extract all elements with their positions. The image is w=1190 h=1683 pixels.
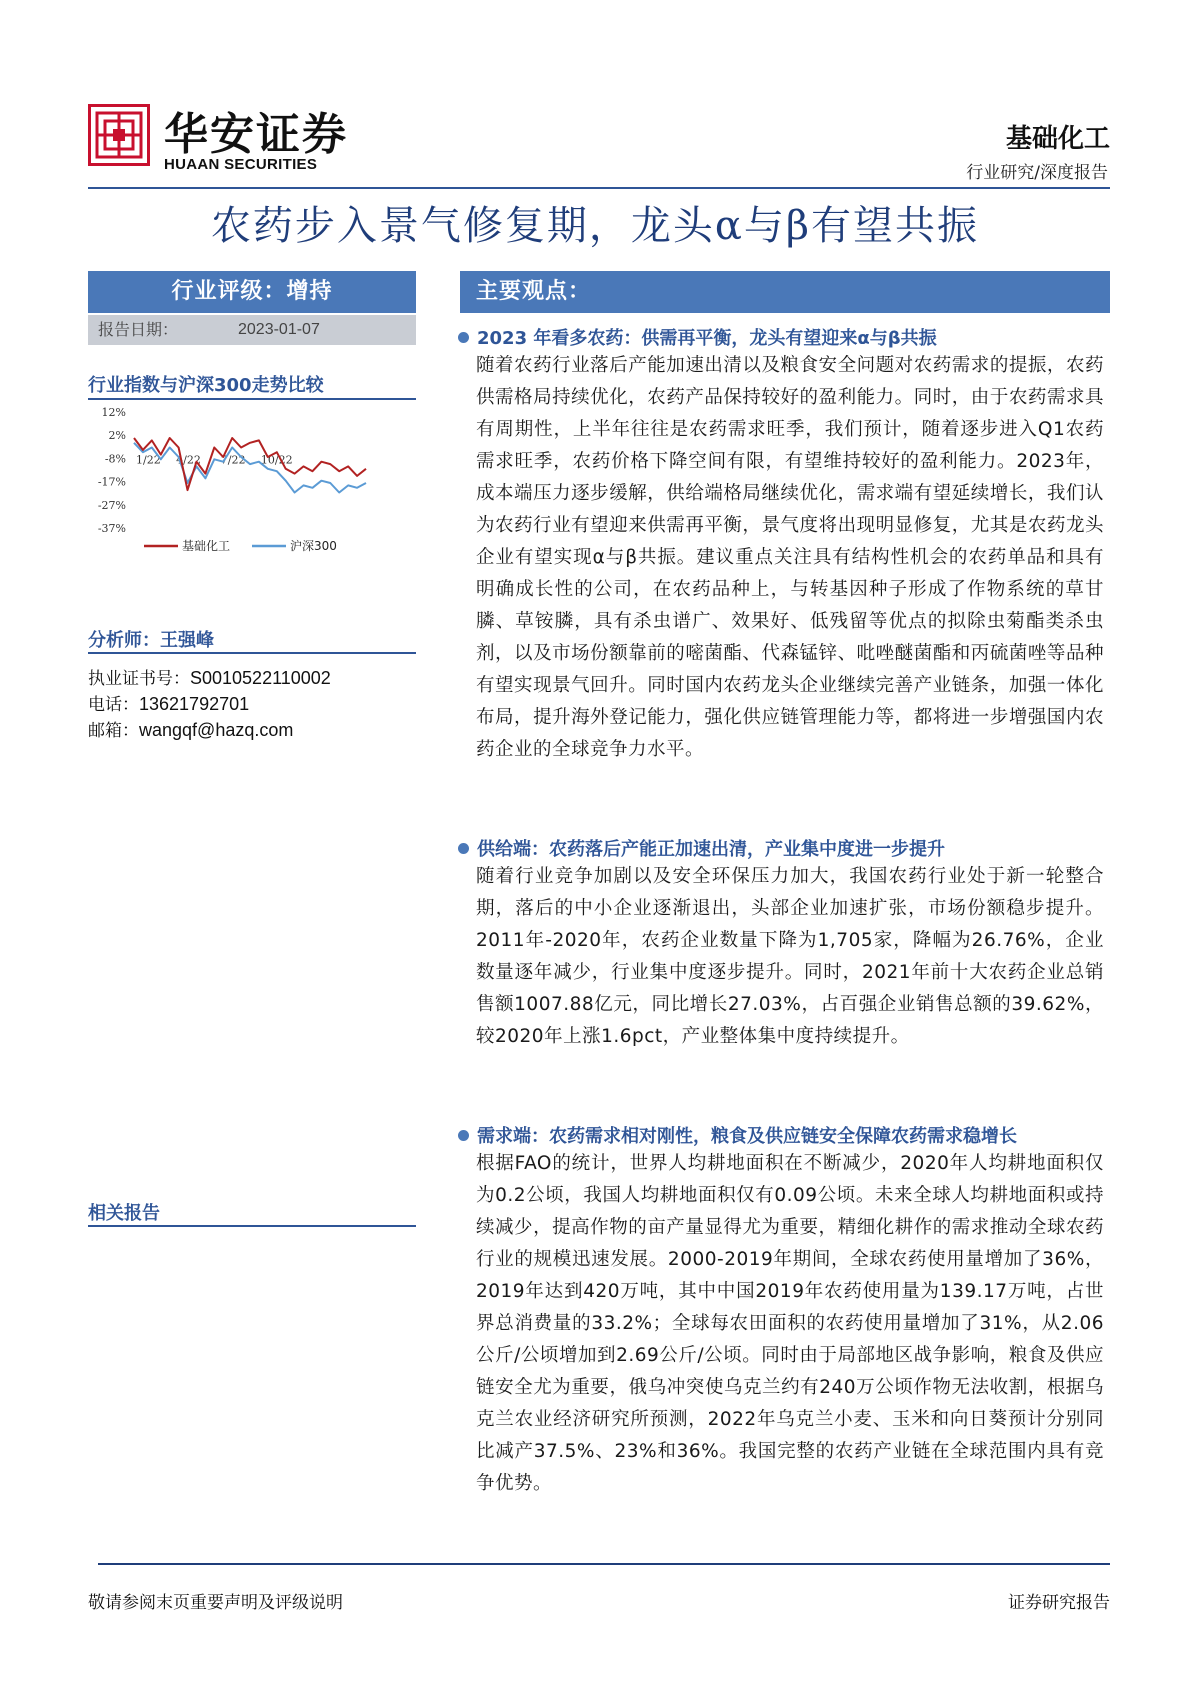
y-tick-label: -27% (97, 498, 126, 512)
y-tick-label: -37% (97, 522, 126, 535)
related-reports-title: 相关报告 (88, 1203, 160, 1224)
footer-disclaimer: 敬请参阅末页重要声明及评级说明 (88, 1593, 343, 1613)
x-tick-label: 4/22 (176, 453, 201, 467)
analyst-phone-value: 13621792701 (139, 694, 250, 714)
analyst-phone (88, 690, 249, 715)
analyst-email-value[interactable]: wangqf@hazq.com (139, 720, 294, 740)
x-tick-label: 1/22 (136, 453, 161, 467)
section-heading (458, 835, 945, 861)
header-divider (88, 187, 1110, 189)
logo-icon (88, 104, 150, 166)
section-body: 随着行业竞争加剧以及安全环保压力加大，我国农药行业处于新一轮整合期，落后的中小企业逐渐退出，头部企业加速扩张，市场份额稳步提升。2011年-2020年，农药企业数量下降为1,705家，降幅为26.76%，企业数量逐年减少，行业集中度逐步提升。同时，2021年前十大农药企业总销售额1007.88亿元，同比增长27.03%，占百强企业销售总额的39.62%，较2020年上涨1.6pct，产业整体集中度持续提升。 (476, 866, 1104, 1047)
x-tick-label: 10/22 (260, 453, 293, 467)
analyst-cert-label: 执业证书号： (88, 669, 190, 689)
series-line (134, 443, 366, 493)
industry-rating: 行业评级：增持 (88, 271, 416, 313)
y-tick-label: 2% (108, 429, 126, 443)
y-tick-label: -17% (97, 475, 126, 489)
chart-series-lines (134, 438, 366, 493)
analyst-cert (88, 664, 331, 689)
industry-name: 基础化工 (1005, 124, 1110, 154)
report-type: 行业研究/深度报告 (966, 163, 1108, 183)
section-body: 根据FAO的统计，世界人均耕地面积在不断减少，2020年人均耕地面积仅为0.2公顷，我国人均耕地面积仅有0.09公顷。未来全球人均耕地面积或持续减少，提高作物的亩产量显得尤为重要，精细化耕作的需求推动全球农药行业的规模迅速发展。2000-2019年期间，全球农药使用量增加了36%，2019年达到420万吨，其中中国2019年农药使用量为139.17万吨，占世界总消费量的33.2%；全球每农田面积的农药使用量增加了31%，从2.06公斤/公顷增加到2.69公斤/公顷。同时由于局部地区战争影响，粮食及供应链安全尤为重要，俄乌冲突使乌克兰约有240万公顷作物无法收割，根据乌克兰农业经济研究所预测，2022年乌克兰小麦、玉米和向日葵预计分别同比减产37.5%、23%和36%。我国完整的农药产业链在全球范围内具有竞争优势。 (476, 1153, 1104, 1494)
footer-report-label: 证券研究报告 (1008, 1593, 1110, 1613)
footer-divider (98, 1563, 1110, 1565)
report-date-label: 报告日期： (98, 320, 179, 339)
y-tick-label: 12% (101, 406, 126, 419)
logo-english-name: HUAAN SECURITIES (164, 156, 318, 173)
analyst-section-divider (88, 652, 416, 654)
report-date-bar (88, 315, 416, 345)
section-heading-text: 2023 年看多农药：供需再平衡，龙头有望迎来α与β共振 (477, 328, 937, 349)
y-tick-label: -8% (104, 452, 126, 466)
report-date-value: 2023-01-07 (238, 321, 320, 338)
analyst-section-title: 分析师：王强峰 (88, 630, 214, 651)
y-axis-ticks (98, 406, 126, 535)
key-points-header (460, 271, 1110, 313)
section-heading (458, 1122, 1017, 1148)
analyst-email-label: 邮箱： (88, 721, 139, 741)
chart-section-title: 行业指数与沪深300走势比较 (88, 375, 324, 396)
bullet-icon (458, 332, 469, 343)
key-points-title: 主要观点： (476, 279, 592, 304)
analyst-cert-value: S0010522110002 (190, 668, 331, 688)
logo-chinese-name: 华安证券 (164, 109, 348, 160)
report-title: 农药步入景气修复期，龙头α与β有望共振 (210, 203, 980, 249)
section-heading-text: 供给端：农药落后产能正加速出清，产业集中度进一步提升 (477, 839, 945, 860)
section-heading-text: 需求端：农药需求相对刚性，粮食及供应链安全保障农药需求稳增长 (477, 1126, 1017, 1147)
analyst-phone-label: 电话： (88, 695, 139, 715)
chart-section-divider (88, 398, 416, 400)
legend-label: 基础化工 (182, 539, 231, 553)
legend-label: 沪深300 (290, 539, 337, 553)
index-comparison-chart (88, 404, 416, 608)
bullet-icon (458, 843, 469, 854)
section-heading (458, 324, 937, 350)
x-tick-label: 7/22 (220, 453, 246, 467)
bullet-icon (458, 1130, 469, 1141)
chart-legend (144, 538, 337, 553)
section-body: 随着农药行业落后产能加速出清以及粮食安全问题对农药需求的提振，农药供需格局持续优化，农药产品保持较好的盈利能力。同时，由于农药需求具有周期性，上半年往往是农药需求旺季，我们预计，随着逐步进入Q1农药需求旺季，农药价格下降空间有限，有望维持较好的盈利能力。2023年，成本端压力逐步缓解，供给端格局继续优化，需求端有望延续增长，我们认为农药行业有望迎来供需再平衡，景气度将出现明显修复，尤其是农药龙头企业有望实现α与β共振。建议重点关注具有结构性机会的农药单品和具有明确成长性的公司，在农药品种上，与转基因种子形成了作物系统的草甘膦、草铵膦，具有杀虫谱广、效果好、低残留等优点的拟除虫菊酯类杀虫剂，以及市场份额靠前的嘧菌酯、代森锰锌、吡唑醚菌酯和丙硫菌唑等品种有望实现景气回升。同时国内农药龙头企业继续完善产业链条，加强一体化布局，提升海外登记能力，强化供应链管理能力等，都将进一步增强国内农药企业的全球竞争力水平。 (476, 355, 1104, 760)
related-reports-divider (88, 1225, 416, 1227)
analyst-email (88, 716, 293, 741)
